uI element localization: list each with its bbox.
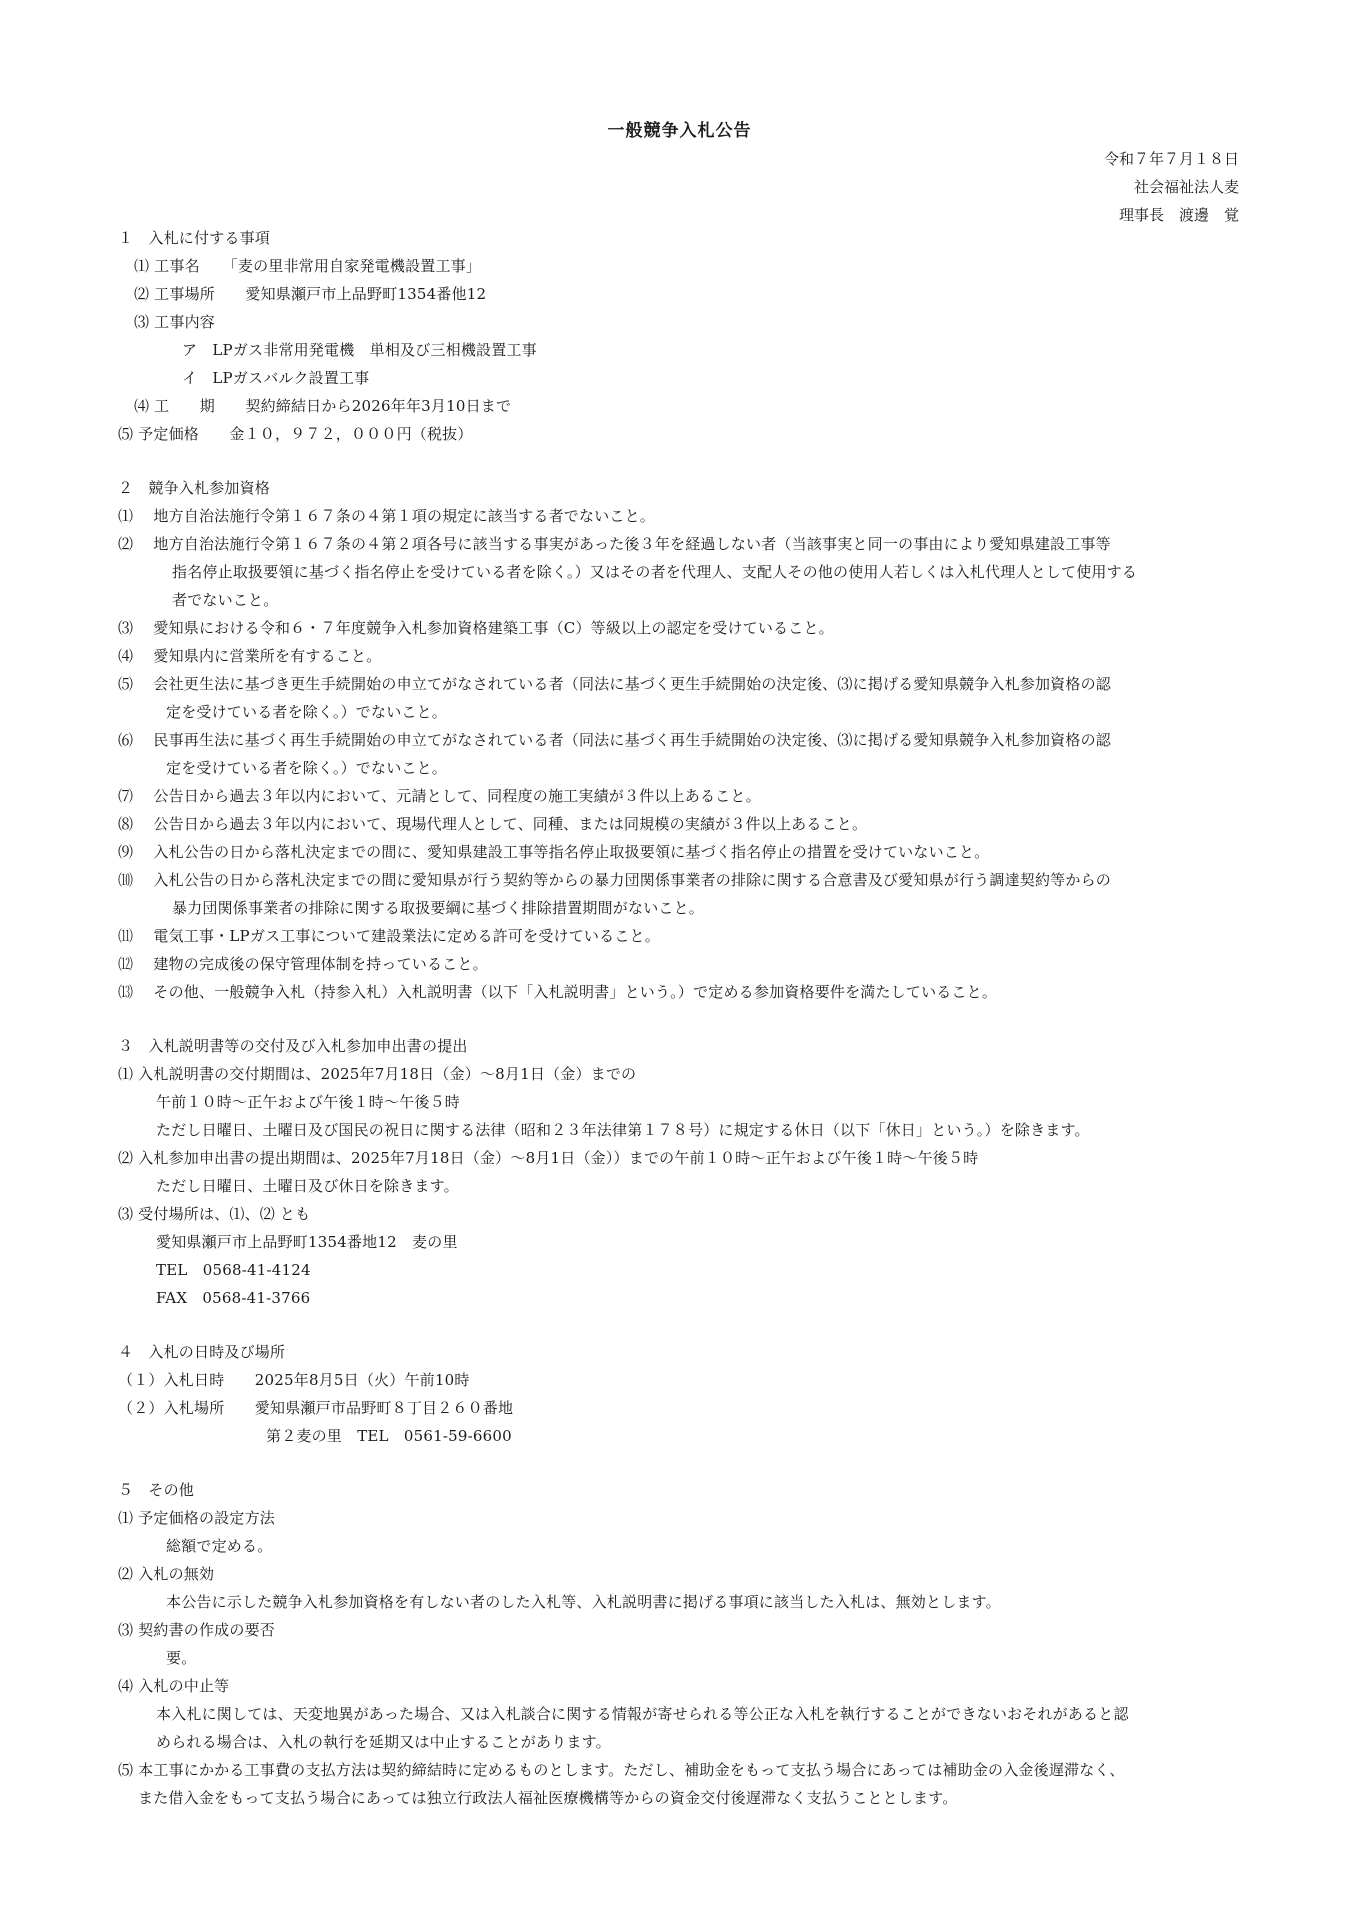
section-2-item-7: ⑺ 公告日から過去３年以内において、元請として、同程度の施工実績が３件以上あること。 — [118, 787, 761, 805]
section-5-item-3: ⑶ 契約書の作成の要否 — [118, 1621, 275, 1639]
section-2-item-5: ⑸ 会社更生法に基づき更生手続開始の申立てがなされている者（同法に基づく更生手続開始の決定後、⑶に掲げる愛知県競争入札参加資格の認 — [118, 675, 1111, 693]
section-2-item-12: ⑿ 建物の完成後の保守管理体制を持っていること。 — [118, 955, 488, 973]
section-4-heading: ４ 入札の日時及び場所 — [118, 1343, 286, 1361]
section-3-item-2: ⑵ 入札参加申出書の提出期間は、2025年7月18日（金）～8月1日（金））までの午前１０時～正午および午後１時～午後５時 — [118, 1149, 979, 1167]
section-5-item-2-text: 本公告に示した競争入札参加資格を有しない者のした入札等、入札説明書に掲げる事項に該当した入札は、無効とします。 — [166, 1593, 1001, 1611]
notice-date: 令和７年７月１８日 — [1103, 150, 1239, 168]
section-3-item-1-note: ただし日曜日、土曜日及び国民の祝日に関する法律（昭和２３年法律第１７８号）に規定する休日（以下「休日」という。）を除きます。 — [156, 1121, 1090, 1139]
section-1-item-5: ⑸ 予定価格 金１０，９７２，０００円（税抜） — [118, 425, 473, 443]
section-5-item-5-cont: また借入金をもって支払う場合にあっては独立行政法人福祉医療機構等からの資金交付後遅滞なく支払うこととします。 — [138, 1789, 958, 1807]
section-2-heading: ２ 競争入札参加資格 — [118, 479, 271, 497]
section-1-item-3b: イ LPガスバルク設置工事 — [182, 369, 370, 387]
issuer-representative: 理事長 渡邊 覚 — [1118, 206, 1239, 224]
section-2-item-3: ⑶ 愛知県における令和６・７年度競争入札参加資格建築工事（C）等級以上の認定を受けていること。 — [118, 619, 834, 637]
section-2-item-10-cont: 暴力団関係事業者の排除に関する取扱要綱に基づく排除措置期間がないこと。 — [172, 899, 705, 917]
section-2-item-8: ⑻ 公告日から過去３年以内において、現場代理人として、同種、または同規模の実績が３件以上あること。 — [118, 815, 868, 833]
reception-tel: TEL 0568-41-4124 — [156, 1261, 311, 1279]
section-5-item-1: ⑴ 予定価格の設定方法 — [118, 1509, 275, 1527]
section-5-item-2: ⑵ 入札の無効 — [118, 1565, 215, 1583]
section-2-item-10: ⑽ 入札公告の日から落札決定までの間に愛知県が行う契約等からの暴力団関係事業者の排除に関する合意書及び愛知県が行う調達契約等からの — [118, 871, 1111, 889]
section-3-item-3: ⑶ 受付場所は、⑴、⑵ とも — [118, 1205, 311, 1223]
section-3-item-1-hours: 午前１０時～正午および午後１時～午後５時 — [156, 1093, 461, 1111]
section-3-item-2-note: ただし日曜日、土曜日及び休日を除きます。 — [156, 1177, 459, 1195]
section-2-item-11: ⑾ 電気工事・LPガス工事について建設業法に定める許可を受けていること。 — [118, 927, 660, 945]
section-5-item-5: ⑸ 本工事にかかる工事費の支払方法は契約締結時に定めるものとします。ただし、補助金をもって支払う場合にあっては補助金の入金後遅滞なく、 — [118, 1761, 1125, 1779]
section-3-heading: ３ 入札説明書等の交付及び入札参加申出書の提出 — [118, 1037, 468, 1055]
section-2-item-6: ⑹ 民事再生法に基づく再生手続開始の申立てがなされている者（同法に基づく再生手続開始の決定後、⑶に掲げる愛知県競争入札参加資格の認 — [118, 731, 1111, 749]
section-5-item-4-text: 本入札に関しては、天変地異があった場合、又は入札談合に関する情報が寄せられる等公正な入札を執行することができないおそれがあると認 — [156, 1705, 1129, 1723]
section-2-item-2-cont: 指名停止取扱要領に基づく指名停止を受けている者を除く。）又はその者を代理人、支配人その他の使用人若しくは入札代理人として使用する — [172, 563, 1138, 581]
reception-address: 愛知県瀬戸市上品野町1354番地12 麦の里 — [156, 1233, 458, 1251]
reception-fax: FAX 0568-41-3766 — [156, 1289, 311, 1307]
section-4-item-1: （１）入札日時 2025年8月5日（火）午前10時 — [118, 1371, 470, 1389]
section-1-item-3a: ア LPガス非常用発電機 単相及び三相機設置工事 — [182, 341, 537, 359]
issuer-organization: 社会福祉法人麦 — [1133, 178, 1239, 196]
section-4-item-2-venue: 第２麦の里 TEL 0561-59-6600 — [266, 1427, 512, 1445]
section-1-item-1: ⑴ 工事名 「麦の里非常用自家発電機設置工事」 — [134, 257, 482, 275]
section-2-item-5-cont: 定を受けている者を除く。）でないこと。 — [166, 703, 448, 721]
section-2-item-1: ⑴ 地方自治法施行令第１６７条の４第１項の規定に該当する者でないこと。 — [118, 507, 655, 525]
section-3-item-1: ⑴ 入札説明書の交付期間は、2025年7月18日（金）～8月1日（金）までの — [118, 1065, 637, 1083]
page-title: 一般競争入札公告 — [607, 121, 752, 141]
section-1-heading: １ 入札に付する事項 — [118, 229, 271, 247]
section-5-item-4: ⑷ 入札の中止等 — [118, 1677, 230, 1695]
section-1-item-2: ⑵ 工事場所 愛知県瀬戸市上品野町1354番他12 — [134, 285, 487, 303]
section-2-item-2: ⑵ 地方自治法施行令第１６７条の４第２項各号に該当する事実があった後３年を経過しない者（当該事実と同一の事由により愛知県建設工事等 — [118, 535, 1111, 553]
section-5-item-3-text: 要。 — [166, 1649, 197, 1667]
section-5-item-1-text: 総額で定める。 — [166, 1537, 273, 1555]
section-2-item-13: ⒀ その他、一般競争入札（持参入札）入札説明書（以下「入札説明書」という。）で定める参加資格要件を満たしていること。 — [118, 983, 998, 1001]
section-2-item-2-cont: 者でないこと。 — [172, 591, 279, 609]
section-1-item-4: ⑷ 工 期 契約締結日から2026年年3月10日まで — [134, 397, 512, 415]
section-2-item-9: ⑼ 入札公告の日から落札決定までの間に、愛知県建設工事等指名停止取扱要領に基づく指名停止の措置を受けていないこと。 — [118, 843, 990, 861]
section-2-item-4: ⑷ 愛知県内に営業所を有すること。 — [118, 647, 382, 665]
section-5-heading: ５ その他 — [118, 1481, 195, 1499]
section-5-item-4-cont: められる場合は、入札の執行を延期又は中止することがあります。 — [156, 1733, 611, 1751]
section-2-item-6-cont: 定を受けている者を除く。）でないこと。 — [166, 759, 448, 777]
section-4-item-2: （２）入札場所 愛知県瀬戸市品野町８丁目２６０番地 — [118, 1399, 514, 1417]
section-1-item-3: ⑶ 工事内容 — [134, 313, 215, 331]
